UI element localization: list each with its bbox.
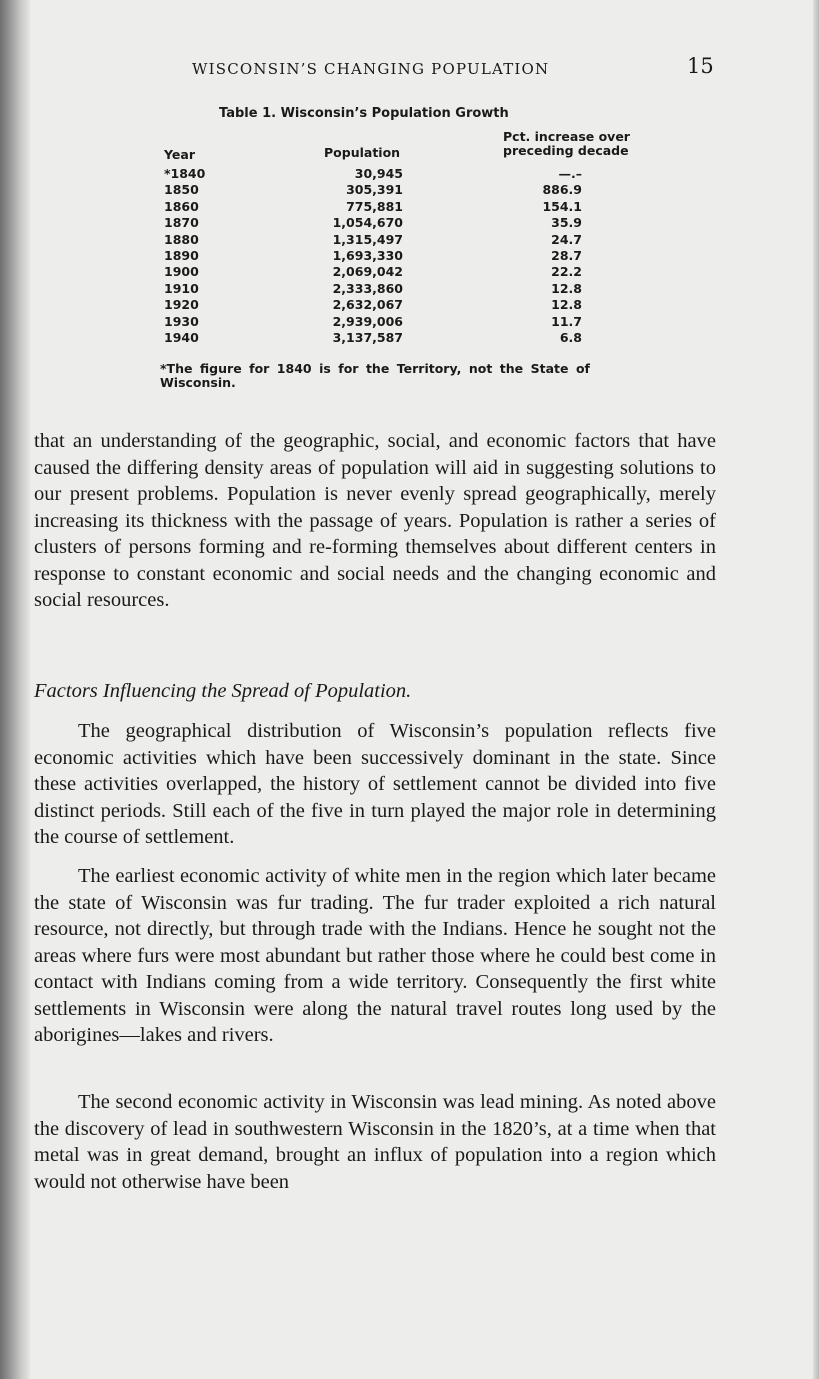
- cell-population: 2,632,067: [332, 297, 403, 313]
- cell-pct-increase: 886.9: [542, 182, 582, 198]
- population-table: [160, 130, 630, 346]
- cell-year: 1870: [164, 215, 199, 231]
- table-row: [160, 297, 630, 313]
- cell-population: 305,391: [346, 182, 403, 198]
- cell-pct-increase: 22.2: [551, 264, 582, 280]
- cell-year: 1920: [164, 297, 199, 313]
- cell-population: 1,315,497: [332, 231, 403, 247]
- cell-population: 3,137,587: [332, 329, 403, 345]
- table-row: [160, 281, 630, 297]
- paragraph-3: The earliest economic activity of white men in the region which later became the state of Wisconsin was fur trading. The fur trader exploited a rich natural resource, not directly, but through trade with the Indians. Hence he sought not the areas where furs were most abundant but rather those where he could best come in contact with Indians coming from a wide territory. Consequently the first white settlements in Wisconsin were along the natural travel routes long used by the aborigines—lakes and rivers.: [34, 865, 716, 1046]
- cell-pct-increase: 11.7: [551, 313, 582, 329]
- table-row: [160, 330, 630, 346]
- cell-pct-increase: 28.7: [551, 247, 582, 263]
- cell-pct-increase: 24.7: [551, 231, 582, 247]
- table-row: [160, 166, 630, 182]
- table-header-row: [160, 130, 630, 166]
- table-row: [160, 182, 630, 198]
- cell-population: 1,054,670: [332, 215, 403, 231]
- cell-year: 1860: [164, 198, 199, 214]
- header-pct-line1: Pct. increase over: [503, 129, 630, 144]
- header-pct-line2: preceding decade: [503, 143, 629, 158]
- cell-year: 1900: [164, 264, 199, 280]
- cell-year: 1940: [164, 329, 199, 345]
- cell-population: 2,333,860: [332, 280, 403, 296]
- page-number: 15: [687, 54, 714, 78]
- cell-pct-increase: 6.8: [559, 329, 582, 345]
- header-year: Year: [164, 147, 195, 162]
- cell-pct-increase: 12.8: [551, 280, 582, 296]
- cell-year: 1910: [164, 280, 199, 296]
- table-row: [160, 314, 630, 330]
- cell-pct-increase: 154.1: [542, 198, 582, 214]
- table-title: Table 1. Wisconsin’s Population Growth: [219, 106, 509, 121]
- page-edge: [813, 0, 819, 1379]
- cell-year: 1850: [164, 182, 199, 198]
- table-footnote: *The figure for 1840 is for the Territory, not the State of Wisconsin.: [160, 361, 590, 390]
- running-title: WISCONSIN’S CHANGING POPULATION: [192, 60, 550, 78]
- book-spine-shadow: [0, 0, 30, 1379]
- cell-year: 1880: [164, 231, 199, 247]
- paragraph-2: The geographical distribution of Wisconsin’s population reflects five economic activities which have been successively dominant in the state. Since these activities overlapped, the history of settlement cannot be divided into five distinct periods. Still each of the five in turn played the major role in determining the course of settlement.: [34, 720, 716, 848]
- cell-population: 2,069,042: [332, 264, 403, 280]
- paragraph-1: that an understanding of the geographic, social, and economic factors that have caused the differing density areas of population will aid in suggesting solutions to our present problems. Population is never evenly spread geographically, merely increasing its thickness with the passage of years. Population is rather a series of clusters of persons forming and re-forming themselves about different centers in response to constant economic and social needs and the changing economic and social resources.: [34, 430, 716, 611]
- table-row: [160, 264, 630, 280]
- cell-pct-increase: —.–: [558, 166, 582, 181]
- paragraph-4: The second economic activity in Wisconsin was lead mining. As noted above the discovery of lead in southwestern Wisconsin in the 1820’s, at a time when that metal was in great demand, brought an influx of population into a region which would not otherwise have been: [34, 1091, 716, 1193]
- section-heading: Factors Influencing the Spread of Population.: [34, 680, 412, 702]
- cell-population: 1,693,330: [332, 247, 403, 263]
- table-row: [160, 215, 630, 231]
- cell-population: 30,945: [354, 166, 403, 181]
- table-row: [160, 248, 630, 264]
- cell-pct-increase: 35.9: [551, 215, 582, 231]
- cell-year: 1930: [164, 313, 199, 329]
- table-row: [160, 232, 630, 248]
- cell-year: 1890: [164, 247, 199, 263]
- cell-population: 775,881: [346, 198, 403, 214]
- header-pct-increase: [503, 130, 630, 158]
- cell-pct-increase: 12.8: [551, 297, 582, 313]
- cell-population: 2,939,006: [332, 313, 403, 329]
- table-body: [160, 166, 630, 346]
- header-population: Population: [324, 145, 401, 160]
- table-row: [160, 199, 630, 215]
- cell-year: *1840: [164, 166, 206, 181]
